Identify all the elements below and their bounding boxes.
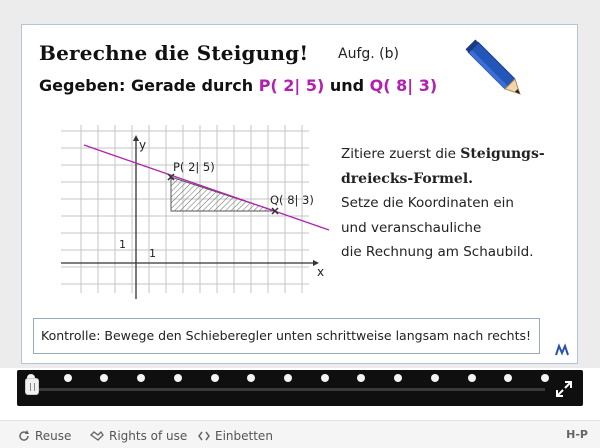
reuse-button[interactable] xyxy=(18,429,71,443)
slide-dot[interactable] xyxy=(541,374,549,382)
point-p-label: P( 2| 5) xyxy=(258,76,325,95)
rights-of-use-button[interactable] xyxy=(90,429,187,443)
instruction-line-1-text: Zitiere zuerst die xyxy=(341,146,461,162)
slide-dot[interactable] xyxy=(431,374,439,382)
reuse-icon xyxy=(18,430,30,442)
point-q-graph-label: Q( 8| 3) xyxy=(270,193,314,207)
fullscreen-icon[interactable] xyxy=(554,379,574,399)
instruction-line-1 xyxy=(341,142,571,167)
navigation-bar xyxy=(17,370,583,406)
instruction-line-3: Setze die Koordinaten ein xyxy=(341,195,514,211)
given-line xyxy=(39,76,437,95)
embed-label: Einbetten xyxy=(215,429,273,443)
y-axis-label: y xyxy=(139,138,147,152)
slide-dot[interactable] xyxy=(100,374,108,382)
given-and: und xyxy=(324,76,370,95)
hint-box: Kontrolle: Bewege den Schieberegler unten schrittweise langsam nach rechts! xyxy=(33,318,540,354)
x-tick-label: 1 xyxy=(149,247,156,260)
pencil-icon xyxy=(467,39,529,105)
footer-bar xyxy=(0,420,600,448)
slide-slider-handle[interactable] xyxy=(25,378,39,395)
handshake-icon xyxy=(90,430,104,442)
x-axis-label: x xyxy=(317,265,325,279)
author-logo-icon xyxy=(555,344,569,356)
rights-of-use-label: Rights of use xyxy=(109,429,188,443)
slide-dot[interactable] xyxy=(321,374,329,382)
slide-dot[interactable] xyxy=(174,374,182,382)
slide-dot[interactable] xyxy=(504,374,512,382)
slide-dot[interactable] xyxy=(394,374,402,382)
slide-dot[interactable] xyxy=(137,374,145,382)
slide-dot[interactable] xyxy=(468,374,476,382)
embed-code-icon xyxy=(198,430,210,442)
slide-title: Berechne die Steigung! xyxy=(39,41,309,65)
slide-dot[interactable] xyxy=(64,374,72,382)
instruction-line-4: und veranschauliche xyxy=(341,219,482,236)
slide-dot[interactable] xyxy=(247,374,255,382)
given-prefix: Gegeben: Gerade durch xyxy=(39,76,259,95)
task-label: Aufg. (b) xyxy=(338,46,399,62)
progress-track xyxy=(31,388,545,391)
slide xyxy=(21,24,578,364)
y-tick-label: 1 xyxy=(119,238,126,251)
point-p-graph-label: P( 2| 5) xyxy=(173,160,215,174)
instructions xyxy=(341,142,571,265)
straight-line xyxy=(84,145,329,230)
embed-button[interactable] xyxy=(198,429,273,443)
point-q-label: Q( 8| 3) xyxy=(369,76,438,95)
slide-dot[interactable] xyxy=(211,374,219,382)
slide-dot[interactable] xyxy=(357,374,365,382)
slide-dot[interactable] xyxy=(284,374,292,382)
formula-name-part-1: Steigungs- xyxy=(460,146,545,162)
formula-name-part-2: dreiecks-Formel. xyxy=(341,170,474,187)
coordinate-graph xyxy=(59,111,325,301)
instruction-line-5: die Rechnung am Schaubild. xyxy=(341,244,534,260)
h5p-logo[interactable]: H-P xyxy=(566,428,588,441)
reuse-label: Reuse xyxy=(35,429,72,443)
